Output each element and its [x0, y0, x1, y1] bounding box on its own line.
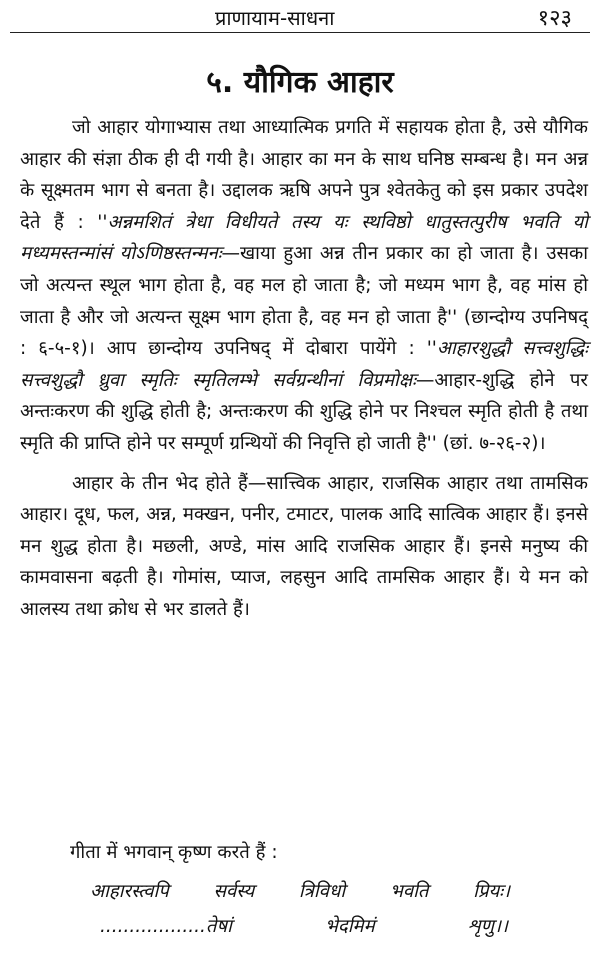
- body-text: [20, 112, 588, 626]
- paragraph-1-text: —आहार-शुद्धि होने पर अन्तःकरण की शुद्धि होती है; अन्तःकरण की शुद्धि होने पर निश्चल स्मृति होती है तथा स्मृति की प्राप्ति होने पर सम्पूर्ण ग्रन्थियों की निवृत्ति हो जाती है'' (छां. ७-२६-२)।: [20, 369, 588, 454]
- verse-word: शृणु।।: [467, 916, 508, 937]
- verse-line-1: [90, 878, 510, 903]
- verse-word: प्रियः।: [473, 881, 510, 902]
- chapter-title: ५. यौगिक आहार: [206, 65, 394, 100]
- verse-word: सर्वस्य: [213, 881, 255, 902]
- running-title: प्राणायाम-साधना: [215, 6, 335, 30]
- sanskrit-quote: ''आहारशुद्धौ सत्त्वशुद्धिः सत्त्वशुद्धौ ध्रुवा स्मृतिः स्मृतिलम्भे सर्वग्रन्थीनां विप्रमोक्षः: [20, 338, 588, 391]
- page-header: [0, 0, 600, 34]
- verse-line-2: [90, 913, 510, 938]
- verse-word: आहारस्त्वपि: [90, 881, 169, 902]
- sanskrit-quote: ''अन्नमशितं त्रेधा विधीयते तस्य यः स्थविष्ठो धातुस्तत्पुरीष भवति यो मध्यमस्तन्मांसं योऽणिष्ठस्तन्मनः: [20, 211, 588, 265]
- page-number: १२३: [537, 6, 572, 31]
- verse-word: त्रिविधो: [298, 881, 346, 902]
- verse-word: भेदमिमं: [324, 916, 375, 937]
- paragraph-1-text: —खाया हुआ अन्न तीन प्रकार का हो जाता है। उसका जो अत्यन्त स्थूल भाग होता है, वह मल हो जाता है; जो मध्यम भाग है, वह मांस हो जाता है और जो अत्यन्त सूक्ष्म भाग होता है, वह मन हो जाता है'' (छान्दोग्य उपनिषद् : ६-५-१)। आप छान्दोग्य उपनिषद् में दोबारा पायेंगे :: [20, 243, 588, 360]
- paragraph-1-text: जो आहार योगाभ्यास तथा आध्यात्मिक प्रगति में सहायक होता है, उसे यौगिक आहार की संज्ञा ठीक ही दी गयी है। आहार का मन के साथ घनिष्ठ सम्बन्ध है। मन अन्न के सूक्ष्मतम भाग से बनता है। उद्दालक ऋषि अपने पुत्र श्वेतकेतु को इस प्रकार उपदेश देते हैं :: [20, 117, 588, 233]
- paragraph-1: [20, 112, 588, 460]
- gita-intro: गीता में भगवान् कृष्ण करते हैं :: [70, 842, 278, 863]
- header-rule: [10, 32, 590, 33]
- verse-word: भवति: [389, 881, 429, 902]
- verse-word: ..................तेषां: [100, 916, 232, 937]
- paragraph-2: आहार के तीन भेद होते हैं—सात्त्विक आहार, राजसिक आहार तथा तामसिक आहार। दूध, फल, अन्न, मक्खन, पनीर, टमाटर, पालक आदि सात्विक आहार हैं। इनसे मन शुद्ध होता है। मछली, अण्डे, मांस आदि राजसिक आहार हैं। इनसे मनुष्य की कामवासना बढ़ती है। गोमांस, प्याज, लहसुन आदि तामसिक आहार हैं। ये मन को आलस्य तथा क्रोध से भर डालते हैं।: [20, 472, 588, 620]
